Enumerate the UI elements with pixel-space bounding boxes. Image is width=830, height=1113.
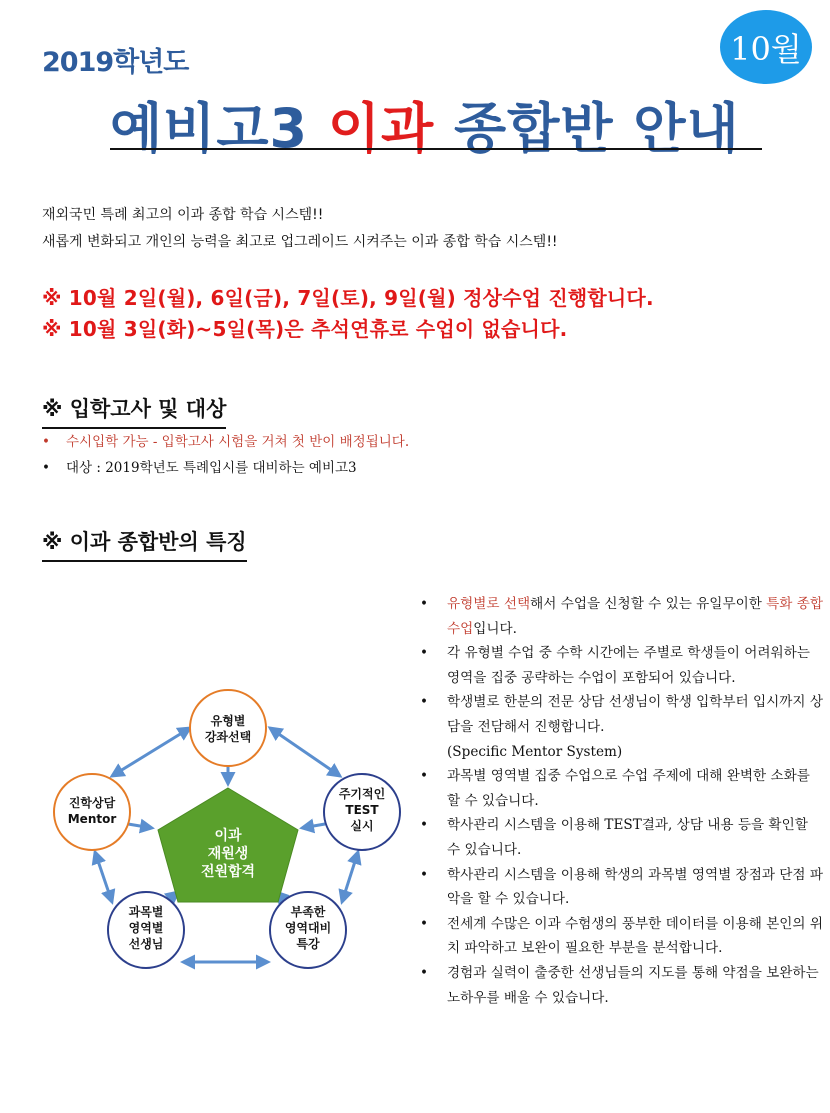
exam-bullet-target — [42, 456, 357, 476]
bullet-dot: • — [420, 596, 429, 612]
feature-item — [420, 592, 825, 641]
exam-section-title: ※ 입학고사 및 대상 — [42, 393, 226, 429]
exam-bullet-text: 대상 : 2019학년도 특례입시를 대비하는 예비고3 — [66, 460, 357, 476]
features-diagram — [40, 680, 415, 980]
notice-holiday: ※ 10월 3일(화)~5일(목)은 추석연휴로 수업이 없습니다. — [42, 317, 568, 341]
node-br-text-1: 부족한 — [290, 905, 326, 919]
node-top-text-2: 강좌선택 — [204, 730, 252, 744]
node-top-text-1: 유형별 — [210, 714, 246, 728]
bullet-dot: • — [42, 434, 50, 450]
center-pentagon — [158, 788, 298, 902]
feature-text: 해서 수업을 신청할 수 있는 유일무이한 — [530, 596, 767, 612]
node-right-text-1: 주기적인 — [338, 787, 386, 801]
node-br-text-3: 특강 — [296, 937, 320, 951]
page-title — [110, 86, 760, 163]
node-left-text-2: Mentor — [67, 812, 117, 826]
exam-bullet-admission — [42, 430, 409, 450]
bullet-dot: • — [420, 915, 429, 932]
features-section-title: ※ 이과 종합반의 특징 — [42, 526, 247, 562]
arrow-right-br — [342, 852, 358, 902]
bullet-dot: • — [420, 645, 429, 662]
feature-text: 입니다. — [473, 620, 517, 637]
feature-highlight: 유형별로 선택 — [447, 596, 531, 612]
mentor-system-note: (Specific Mentor System) — [447, 743, 623, 760]
arrow-right-center — [302, 824, 325, 828]
title-grade: 예비고3 — [110, 97, 309, 160]
month-badge: 10월 — [720, 10, 812, 84]
node-right-text-2: TEST — [345, 803, 379, 817]
center-text-2: 재원생 — [207, 846, 249, 862]
feature-text: 경험과 실력이 출중한 선생님들의 지도를 통해 약점을 보완하는 노하우를 배울 수 있습니다. — [447, 964, 819, 1006]
title-underline — [110, 148, 762, 150]
node-left-text-1: 진학상담 — [68, 796, 116, 810]
exam-bullet-text: 수시입학 가능 - 입학고사 시험을 거쳐 첫 반이 배정됩니다. — [66, 434, 410, 450]
bullet-dot: • — [420, 817, 429, 834]
feature-item — [420, 690, 825, 764]
node-bl-text-1: 과목별 — [128, 905, 164, 919]
center-text-1: 이과 — [214, 828, 242, 844]
arrow-top-right — [270, 728, 340, 776]
feature-item — [420, 764, 825, 813]
bullet-dot: • — [420, 964, 429, 981]
node-bl-text-2: 영역별 — [128, 921, 164, 935]
feature-text: 각 유형별 수업 중 수학 시간에는 주별로 학생들이 어려워하는 영역을 집중 공략하는 수업이 포함되어 있습니다. — [447, 645, 810, 686]
arrow-left-bl — [95, 852, 112, 902]
feature-highlight: 특화 종합수업 — [447, 596, 824, 637]
feature-text: 전세계 수많은 이과 수험생의 풍부한 데이터를 이용해 본인의 위치 파악하고 보완이 필요한 부분을 분석합니다. — [447, 915, 823, 957]
node-right-text-3: 실시 — [350, 819, 374, 833]
feature-item — [420, 863, 825, 912]
bullet-dot: • — [42, 460, 50, 476]
feature-item — [420, 641, 825, 690]
notice-regular-classes: ※ 10월 2일(월), 6일(금), 7일(토), 9일(월) 정상수업 진행합니다. — [42, 286, 654, 310]
feature-text: 학사관리 시스템을 이용해 학생의 과목별 영역별 장점과 단점 파악을 할 수 있습니다. — [447, 866, 823, 908]
bullet-dot: • — [420, 694, 429, 711]
node-br-text-2: 영역대비 — [284, 921, 332, 935]
arrow-left-center — [128, 824, 152, 828]
arrow-top-left — [112, 728, 190, 776]
features-list — [420, 592, 825, 1010]
node-course-selection — [190, 690, 266, 766]
intro-line-2: 새롭게 변화되고 개인의 능력을 최고로 업그레이드 시켜주는 이과 종합 학습 시스템!! — [42, 234, 558, 250]
feature-item — [420, 961, 825, 1010]
center-text-3: 전원합격 — [200, 864, 256, 880]
title-science: 이과 — [327, 97, 435, 160]
feature-item — [420, 813, 825, 862]
bullet-dot: • — [420, 768, 429, 785]
feature-text: 학사관리 시스템을 이용해 TEST결과, 상담 내용 등을 확인할 수 있습니다. — [447, 817, 808, 858]
intro-line-1: 재외국민 특례 최고의 이과 종합 학습 시스템!! — [42, 207, 324, 223]
title-rest: 종합반 안내 — [454, 97, 740, 160]
feature-item — [420, 912, 825, 961]
node-bl-text-3: 선생님 — [128, 937, 164, 951]
feature-text: 학생별로 한분의 전문 상담 선생님이 학생 입학부터 입시까지 상담을 전담해서 진행합니다. — [447, 694, 823, 735]
feature-text: 과목별 영역별 집중 수업으로 수업 주제에 대해 완벽한 소화를 할 수 있습니다. — [447, 768, 810, 809]
year-label: 2019학년도 — [42, 47, 189, 78]
bullet-dot: • — [420, 866, 429, 883]
